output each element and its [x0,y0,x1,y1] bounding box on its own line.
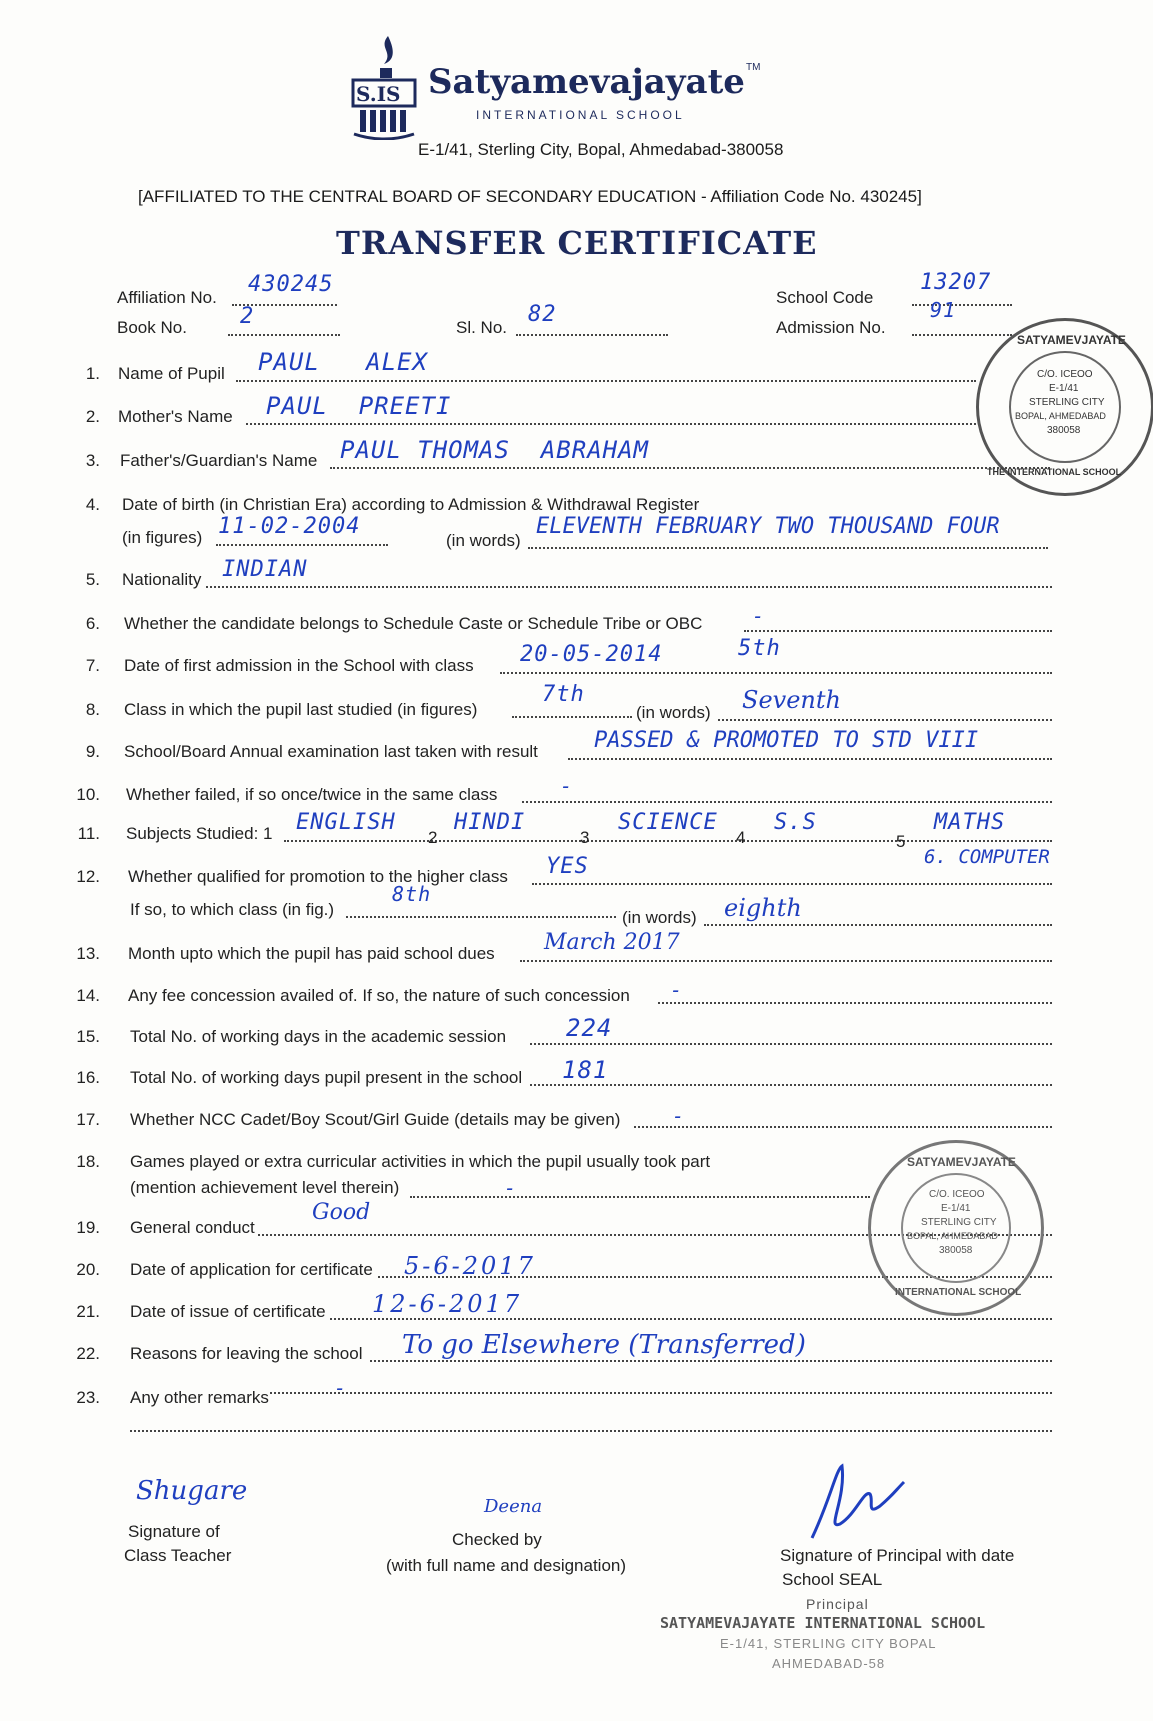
item-1-value: PAUL ALEX [258,348,428,376]
item-18-dots [410,1196,870,1198]
item-12-words-value: eighth [724,894,802,922]
item-6-dots [744,630,1052,632]
item-11-subject-5: MATHS [934,810,1006,835]
item-14-label: Any fee concession availed of. If so, the nature of such concession [128,986,630,1005]
item-12-number: 12. [76,867,100,886]
item-1-number: 1. [85,364,100,383]
book-label: Book No. [117,318,187,337]
item-3-label: Father's/Guardian's Name [120,451,318,470]
stamp1-line4: BOPAL, AHMEDABAD [1015,411,1106,421]
item-4-figures-label: (in figures) [122,528,203,547]
book-dots [228,334,340,336]
item-21-label: Date of issue of certificate [130,1302,326,1321]
item-11-subject-6: 6. COMPUTER [924,846,1050,868]
seal-address: E-1/41, STERLING CITY BOPAL [720,1636,937,1651]
item-22-dots [370,1360,1052,1362]
item-8-figures-dots [512,716,632,718]
school-code-value: 13207 [920,270,992,295]
stamp2-line2: E-1/41 [941,1203,971,1214]
admission-label: Admission No. [776,318,886,337]
item-14-value: - [670,978,684,1002]
stamp1-bottom-text: THE INTERNATIONAL SCHOOL [987,467,1122,477]
item-23-extra-dots [130,1430,1052,1432]
item-8-number: 8. [85,700,100,719]
item-9-number: 9. [85,742,100,761]
item-22-number: 22. [76,1344,100,1363]
school-code-dots [912,304,1012,306]
item-19-value: Good [312,1200,371,1225]
item-23-number: 23. [76,1388,100,1407]
checked-by-signature: Deena [484,1496,543,1517]
admission-value: 91 [930,298,957,322]
item-12-label: Whether qualified for promotion to the higher class [128,867,508,886]
item-2-label: Mother's Name [118,407,233,426]
item-18-label-2: (mention achievement level therein) [130,1178,400,1197]
item-5-number: 5. [85,570,100,589]
item-10-value: - [560,774,574,798]
item-22-label: Reasons for leaving the school [130,1344,363,1363]
class-teacher-label-1: Signature of [128,1522,220,1541]
item-15-value: 224 [566,1014,613,1042]
item-19-number: 19. [76,1218,100,1237]
item-4-label: Date of birth (in Christian Era) according to Admission & Withdrawal Register [122,495,700,514]
seal-school-name: SATYAMEVAJAYATE INTERNATIONAL SCHOOL [660,1614,986,1632]
item-12-words-dots [704,924,1052,926]
item-4-figures-dots [216,544,388,546]
sl-label: Sl. No. [456,318,508,337]
item-11-subject-4: S.S [774,810,817,835]
item-3-dots [330,467,1050,469]
school-code-label: School Code [776,288,874,307]
stamp2-top-text: SATYAMEVJAYATE [907,1155,1016,1169]
item-14-dots [658,1002,1052,1004]
stamp2-line4: BOPAL, AHMEDABAD [907,1231,998,1241]
item-2-number: 2. [85,407,100,426]
item-1-label: Name of Pupil [118,364,225,383]
item-12-fig-value: 8th [392,882,432,906]
item-13-dots [520,960,1052,962]
school-address: E-1/41, Sterling City, Bopal, Ahmedabad-380058 [418,140,784,159]
item-11-dots [284,840,1052,842]
item-18-number: 18. [76,1152,100,1171]
item-4-words-dots [528,547,1048,549]
checked-by-label-1: Checked by [452,1530,542,1549]
item-11-subject-2: HINDI [454,810,526,835]
school-stamp-top [976,318,1153,496]
class-teacher-label-2: Class Teacher [124,1546,232,1565]
item-10-dots [522,801,1052,803]
item-16-number: 16. [76,1068,100,1087]
seal-principal: Principal [806,1596,869,1612]
item-17-value: - [672,1104,686,1128]
page-title: TRANSFER CERTIFICATE [336,224,818,262]
item-4-figures-value: 11-02-2004 [218,514,361,539]
item-7-class-value: 5th [738,636,781,661]
item-11-num-4: 4 [736,828,746,847]
item-7-number: 7. [85,656,100,675]
affiliation-value: 430245 [248,272,334,297]
item-5-label: Nationality [122,570,202,589]
item-20-label: Date of application for certificate [130,1260,373,1279]
item-16-dots [530,1084,1052,1086]
item-12-fig-dots [346,916,616,918]
item-8-figures-value: 7th [542,682,585,707]
stamp2-line1: C/O. ICEOO [929,1189,985,1200]
item-12-value: YES [546,854,589,879]
book-value: 2 [240,304,255,329]
item-9-label: School/Board Annual examination last taken with result [124,742,538,761]
item-23-value: - [334,1376,348,1400]
principal-label-2: School SEAL [782,1570,883,1589]
item-1-dots [236,380,976,382]
item-15-label: Total No. of working days in the academic session [130,1027,507,1046]
item-10-label: Whether failed, if so once/twice in the same class [126,785,498,804]
item-6-label: Whether the candidate belongs to Schedule Caste or Schedule Tribe or OBC [124,614,703,633]
stamp1-line2: E-1/41 [1049,383,1079,394]
stamp1-line1: C/O. ICEOO [1037,369,1093,380]
item-20-value: 5-6-2017 [404,1252,536,1280]
class-teacher-signature: Shugare [136,1476,248,1506]
trademark-mark: TM [746,62,761,73]
item-11-label: Subjects Studied: 1 [126,824,273,843]
school-stamp-bottom [868,1140,1044,1316]
item-6-number: 6. [85,614,100,633]
item-2-dots [246,423,976,425]
item-16-label: Total No. of working days pupil present in the school [130,1068,523,1087]
stamp2-line5: 380058 [939,1245,973,1256]
item-4-words-value: ELEVENTH FEBRUARY TWO THOUSAND FOUR [536,514,1000,539]
item-15-dots [530,1043,1052,1045]
item-12-fig-label: If so, to which class (in fig.) [130,900,335,919]
item-3-number: 3. [85,451,100,470]
principal-signature-icon [800,1460,910,1550]
item-12-dots [532,883,1052,885]
admission-dots [912,334,1012,336]
item-14-number: 14. [76,986,100,1005]
item-23-label: Any other remarks [130,1388,269,1407]
item-21-dots [330,1318,1052,1320]
principal-signature-mark [800,1460,910,1550]
item-2-value: PAUL PREETI [266,392,452,420]
item-13-number: 13. [76,944,100,963]
item-13-value: March 2017 [544,930,680,955]
school-name: Satyamevajayate [428,62,745,102]
stamp1-line5: 380058 [1047,425,1081,436]
stamp1-top-text: SATYAMEVJAYATE [1017,333,1126,347]
item-9-value: PASSED & PROMOTED TO STD VIII [594,728,979,753]
item-8-label: Class in which the pupil last studied (in figures) [124,700,478,719]
item-7-dots [500,672,1052,674]
item-19-label: General conduct [130,1218,255,1237]
item-18-label: Games played or extra curricular activities in which the pupil usually took part [130,1152,711,1171]
affiliation-label: Affiliation No. [117,288,217,307]
item-5-dots [206,586,1052,588]
item-15-number: 15. [76,1027,100,1046]
item-3-value: PAUL THOMAS ABRAHAM [340,436,649,464]
item-17-number: 17. [76,1110,100,1129]
item-10-number: 10. [76,785,100,804]
item-11-subject-3: SCIENCE [618,810,718,835]
item-17-dots [634,1126,1052,1128]
checked-by-label-2: (with full name and designation) [386,1556,627,1575]
sl-dots [516,334,668,336]
stamp2-line3: STERLING CITY [921,1217,997,1228]
item-5-value: INDIAN [222,557,308,582]
item-7-date-value: 20-05-2014 [520,642,663,667]
principal-label-1: Signature of Principal with date [780,1546,1015,1565]
item-4-number: 4. [85,495,100,514]
item-13-label: Month upto which the pupil has paid school dues [128,944,495,963]
item-12-words-label: (in words) [622,908,697,927]
item-8-words-value: Seventh [742,686,841,714]
item-22-extra-dots [270,1392,1052,1394]
item-4-words-label: (in words) [446,531,521,550]
item-11-num-5: 5 [896,832,906,851]
stamp1-line3: STERLING CITY [1029,397,1105,408]
item-11-subject-1: ENGLISH [296,810,396,835]
stamp2-bottom-text: INTERNATIONAL SCHOOL [895,1287,1022,1298]
seal-city: AHMEDABAD-58 [772,1656,886,1671]
item-8-words-label: (in words) [636,703,711,722]
sl-value: 82 [528,302,557,327]
item-21-value: 12-6-2017 [372,1290,523,1318]
logo-initials: S.IS [356,82,401,106]
item-11-num-3: 3 [580,828,590,847]
school-subtitle: INTERNATIONAL SCHOOL [476,108,685,122]
item-18-value: - [504,1176,518,1200]
item-16-value: 181 [562,1056,609,1084]
item-22-value: To go Elsewhere (Transferred) [402,1330,806,1360]
item-21-number: 21. [76,1302,100,1321]
item-20-number: 20. [76,1260,100,1279]
item-7-label: Date of first admission in the School with class [124,656,474,675]
item-11-num-2: 2 [428,828,438,847]
item-6-value: - [752,604,766,628]
item-9-dots [568,758,1052,760]
affiliation-line: [AFFILIATED TO THE CENTRAL BOARD OF SECONDARY EDUCATION - Affiliation Code No. 430245] [138,187,922,206]
item-11-number: 11. [77,824,100,843]
item-17-label: Whether NCC Cadet/Boy Scout/Girl Guide (details may be given) [130,1110,621,1129]
item-8-words-dots [718,719,1052,721]
